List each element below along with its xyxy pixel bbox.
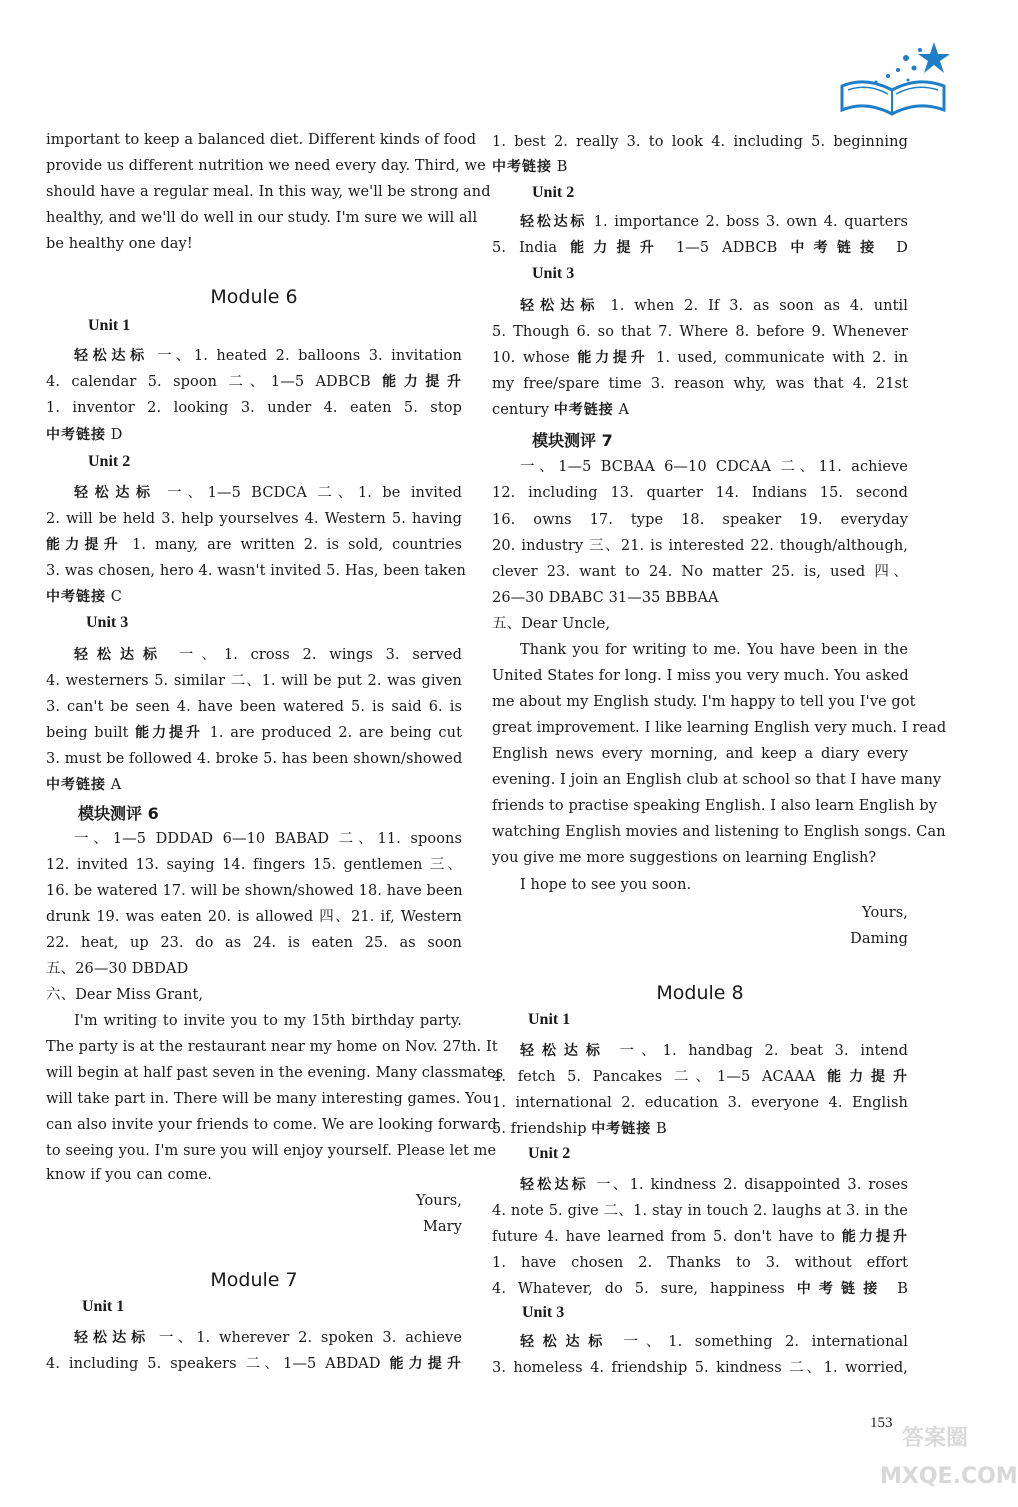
letter-line: friends to practise speaking English. I also learn English by: [492, 798, 938, 814]
answer-line: [46, 723, 462, 743]
answer-line: [46, 775, 462, 795]
test-answer-line: 12. invited 13. saying 14. fingers 15. gentlemen 三、: [46, 857, 462, 873]
letter-line: to seeing you. I'm sure you will enjoy yourself. Please let me: [46, 1143, 497, 1159]
answer-line: [492, 1175, 908, 1195]
answer-text: 1. importance 2. boss 3. own 4. quarters: [587, 214, 908, 230]
intro-line: be healthy one day!: [46, 236, 193, 252]
section-label: 能力提升: [382, 374, 462, 390]
answer-line: [46, 561, 466, 581]
answer-line: [46, 587, 462, 607]
test-answer-line: 12. including 13. quarter 14. Indians 15. second: [492, 485, 908, 501]
answer-line: [46, 346, 462, 366]
section-label: 轻松达标: [520, 1334, 612, 1350]
letter-line: will begin at half past seven in the evening. Many classmates: [46, 1065, 504, 1081]
answer-text: 1. many, are written 2. is sold, countries: [123, 537, 463, 553]
letter-line: Thank you for writing to me. You have been in the: [520, 642, 908, 658]
answer-line: [492, 1093, 908, 1113]
answer-text: 3. must be followed 4. broke 5. has been shown/showed: [46, 751, 463, 767]
answer-text: 一、1. heated 2. balloons 3. invitation: [148, 348, 462, 364]
letter-line: United States for long. I miss you very much. You asked: [492, 668, 909, 684]
answer-text: 4. calendar 5. spoon 二、1—5 ADBCB: [46, 374, 383, 390]
answer-line: [46, 509, 462, 529]
letter-line: you give me more suggestions on learning English?: [492, 850, 877, 866]
test-answer-line: 16. be watered 17. will be shown/showed 18. have been: [46, 883, 463, 899]
answer-text: 一、1. cross 2. wings 3. served: [166, 647, 462, 663]
intro-line: provide us different nutrition we need every day. Third, we: [46, 158, 486, 174]
answer-text: 4. fetch 5. Pancakes 二、1—5 ACAAA: [492, 1069, 828, 1085]
answer-line: [46, 425, 462, 445]
section-label: 能力提升: [577, 350, 649, 366]
answer-text: 4. Whatever, do 5. sure, happiness: [492, 1281, 797, 1297]
section-label: 轻松达标: [520, 298, 601, 314]
answer-text: A: [106, 777, 122, 793]
unit-3-title: Unit 3: [86, 614, 129, 631]
answer-text: 3. was chosen, hero 4. wasn't invited 5. Has, been taken: [46, 563, 466, 579]
test-answer-line: 六、Dear Miss Grant,: [46, 987, 204, 1003]
test-answer-line: drunk 19. was eaten 20. is allowed 四、21. if, Western: [46, 909, 462, 925]
answer-line: [492, 348, 908, 368]
letter-line: great improvement. I like learning English very much. I read: [492, 720, 947, 736]
unit-1-title: Unit 1: [528, 1011, 571, 1028]
answer-text: 2. will be held 3. help yourselves 4. Western 5. having: [46, 511, 462, 527]
unit-2-title: Unit 2: [88, 453, 131, 470]
answer-line: [492, 1201, 908, 1221]
section-label: 轻松达标: [74, 485, 157, 501]
intro-line: important to keep a balanced diet. Different kinds of food: [46, 132, 477, 148]
answer-text: 5. India: [492, 240, 571, 256]
section-label: 轻松达标: [74, 348, 149, 364]
answer-text: 5. Though 6. so that 7. Where 8. before 9. Whenever: [492, 324, 908, 340]
answer-line: [492, 238, 908, 258]
answer-line: [492, 296, 908, 316]
letter-closing: Yours,: [862, 905, 908, 921]
module-6-title: Module 6: [210, 286, 298, 308]
section-label: 能力提升: [841, 1229, 909, 1245]
answer-text: 4. note 5. give 二、1. stay in touch 2. laughs at 3. in the: [492, 1203, 908, 1219]
section-label: 中考链接: [553, 402, 614, 418]
letter-closing: Yours,: [416, 1193, 462, 1209]
answer-line: [492, 132, 908, 152]
module-test-6-title: 模块测评 6: [78, 804, 159, 823]
letter-line: can also invite your friends to come. We are looking forward: [46, 1117, 497, 1133]
section-label: 中考链接: [46, 427, 106, 443]
answer-line: [492, 1332, 908, 1352]
unit-3-title: Unit 3: [522, 1304, 565, 1321]
answer-line: [46, 398, 462, 418]
section-label: 轻松达标: [520, 214, 588, 230]
answer-text: 1. used, communicate with 2. in: [648, 350, 909, 366]
letter-signature: Mary: [422, 1219, 462, 1235]
answer-text: 4. westerners 5. similar 二、1. will be put 2. was given: [46, 673, 462, 689]
section-label: 中考链接: [790, 240, 884, 256]
letter-line: me about my English study. I'm happy to tell you I've got: [492, 694, 916, 710]
unit-2-title: Unit 2: [532, 184, 575, 201]
letter-line: know if you can come.: [46, 1167, 212, 1183]
answer-line: [46, 1354, 462, 1374]
section-label: 能力提升: [570, 240, 664, 256]
answer-line: [46, 749, 462, 769]
section-label: 能力提升: [389, 1356, 462, 1372]
answer-line: [492, 1067, 908, 1087]
test-answer-line: 26—30 DBABC 31—35 BBBAA: [492, 590, 719, 606]
answer-text: 1. international 2. education 3. everyone 4. English: [492, 1095, 908, 1111]
answer-text: being built: [46, 725, 136, 741]
answer-line: [492, 1279, 908, 1299]
letter-line: will take part in. There will be many interesting games. You: [46, 1091, 492, 1107]
answer-text: my free/spare time 3. reason why, was that 4. 21st: [492, 376, 908, 392]
answer-text: B: [885, 1281, 909, 1297]
answer-line: [492, 374, 908, 394]
answer-text: future 4. have learned from 5. don't have to: [492, 1229, 842, 1245]
answer-text: 一、1—5 BCDCA 二、1. be invited: [156, 485, 463, 501]
page-number: 153: [870, 1415, 893, 1431]
answer-text: 一、1. something 2. international: [611, 1334, 908, 1350]
answer-line: [492, 1253, 908, 1273]
answer-line: [492, 1227, 908, 1247]
section-label: 轻松达标: [74, 647, 167, 663]
answer-line: [46, 1328, 462, 1348]
module-7-title: Module 7: [210, 1269, 298, 1291]
answer-text: C: [106, 589, 122, 605]
intro-line: should have a regular meal. In this way, we'll be strong and: [46, 184, 491, 200]
answer-text: 一、1. handbag 2. beat 3. intend: [607, 1043, 908, 1059]
answer-line: [492, 157, 908, 177]
answer-line: [46, 645, 462, 665]
section-label: 能力提升: [46, 537, 124, 553]
answer-text: 1. have chosen 2. Thanks to 3. without effort: [492, 1255, 908, 1271]
test-answer-line: 22. heat, up 23. do as 24. is eaten 25. as soon: [46, 935, 462, 951]
section-label: 中考链接: [591, 1121, 652, 1137]
answer-text: 5. friendship: [492, 1121, 592, 1137]
letter-line: evening. I join an English club at school so that I have many: [492, 772, 942, 788]
letter-line: I'm writing to invite you to my 15th birthday party.: [74, 1013, 462, 1029]
answer-text: D: [883, 240, 908, 256]
section-label: 中考链接: [46, 777, 106, 793]
answer-text: 1—5 ADBCB: [663, 240, 791, 256]
answer-line: [46, 671, 462, 691]
test-answer-line: clever 23. want to 24. No matter 25. is, used 四、: [492, 564, 908, 580]
answer-line: [46, 372, 462, 392]
answer-text: 1. when 2. If 3. as soon as 4. until: [600, 298, 908, 314]
answer-line: [492, 1358, 908, 1378]
answer-text: B: [552, 159, 568, 175]
answer-text: 一、1. kindness 2. disappointed 3. roses: [589, 1177, 908, 1193]
letter-line: The party is at the restaurant near my home on Nov. 27th. It: [46, 1039, 498, 1055]
section-label: 中考链接: [796, 1281, 886, 1297]
answer-line: [46, 697, 462, 717]
module-8-title: Module 8: [656, 982, 744, 1004]
unit-3-title: Unit 3: [532, 265, 575, 282]
answer-line: [492, 212, 908, 232]
letter-line: English news every morning, and keep a diary every: [492, 746, 908, 762]
answer-text: 一、1. wherever 2. spoken 3. achieve: [150, 1330, 463, 1346]
answer-text: 3. homeless 4. friendship 5. kindness 二、1. worried,: [492, 1360, 908, 1376]
answer-text: century: [492, 402, 554, 418]
answer-text: 1. inventor 2. looking 3. under 4. eaten 5. stop: [46, 400, 462, 416]
answer-text: B: [651, 1121, 667, 1137]
module-test-7-title: 模块测评 7: [532, 431, 613, 450]
test-answer-line: 一、1—5 DDDAD 6—10 BABAD 二、11. spoons: [74, 831, 462, 847]
letter-hope: I hope to see you soon.: [520, 877, 692, 893]
test-answer-line: 20. industry 三、21. is interested 22. though/although,: [492, 538, 908, 554]
section-label: 中考链接: [46, 589, 106, 605]
intro-line: healthy, and we'll do well in our study. I'm sure we will all: [46, 210, 478, 226]
section-label: 轻松达标: [74, 1330, 151, 1346]
section-label: 能力提升: [135, 725, 203, 741]
letter-line: watching English movies and listening to English songs. Can: [492, 824, 946, 840]
section-label: 轻松达标: [520, 1177, 589, 1193]
watermark: 答案圈 MXQE.COM: [880, 1426, 1018, 1489]
answer-text: A: [613, 402, 630, 418]
answer-line: [492, 400, 908, 420]
answer-line: [46, 535, 462, 555]
test-answer-line: 16. owns 17. type 18. speaker 19. everyday: [492, 512, 908, 528]
section-label: 能力提升: [827, 1069, 909, 1085]
answer-text: 10. whose: [492, 350, 578, 366]
answer-text: 1. are produced 2. are being cut: [202, 725, 463, 741]
unit-2-title: Unit 2: [528, 1145, 571, 1162]
section-label: 中考链接: [492, 159, 552, 175]
unit-1-title: Unit 1: [88, 317, 131, 334]
test-answer-line: 五、26—30 DBDAD: [46, 961, 189, 977]
book-logo-icon: [836, 38, 952, 122]
answer-line: [492, 1041, 908, 1061]
answer-text: D: [106, 427, 123, 443]
answer-line: [492, 1119, 908, 1139]
answer-text: 1. best 2. really 3. to look 4. including 5. beginning: [492, 134, 908, 150]
test-answer-line: 五、Dear Uncle,: [492, 616, 611, 632]
letter-signature: Daming: [850, 931, 908, 947]
test-answer-line: 一、1—5 BCBAA 6—10 CDCAA 二、11. achieve: [520, 459, 908, 475]
answer-text: 4. including 5. speakers 二、1—5 ABDAD: [46, 1356, 390, 1372]
unit-1-title: Unit 1: [82, 1298, 125, 1315]
section-label: 轻松达标: [520, 1043, 608, 1059]
answer-text: 3. can't be seen 4. have been watered 5. is said 6. is: [46, 699, 462, 715]
answer-line: [492, 322, 908, 342]
answer-line: [46, 483, 462, 503]
